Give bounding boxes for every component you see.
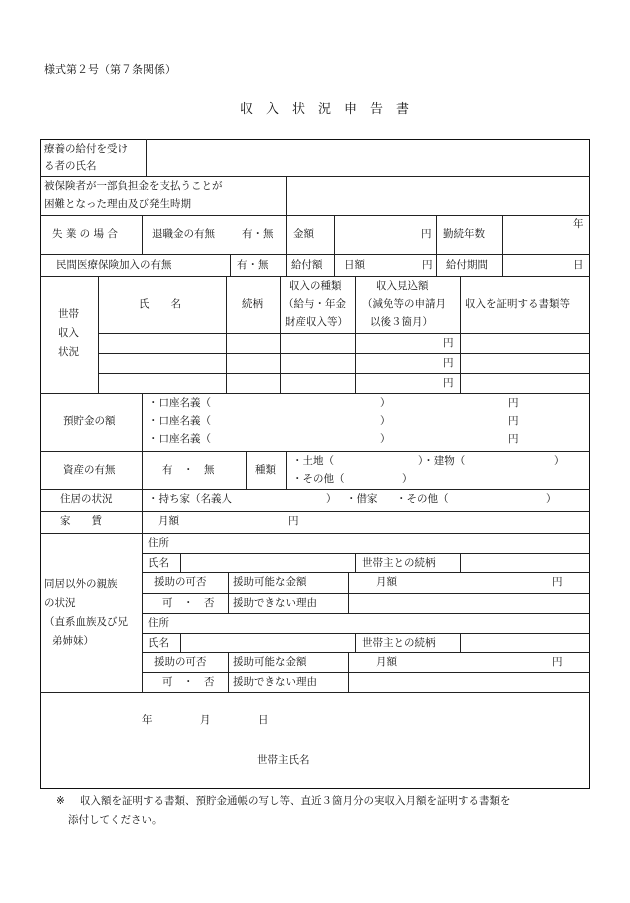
asset-other-close: ） bbox=[402, 473, 413, 485]
housing-owned-close: ） bbox=[326, 493, 337, 505]
daily-label: 日額 bbox=[344, 259, 365, 271]
col-type-1: 収入の種類 bbox=[289, 280, 342, 292]
monthly-label: 月額 bbox=[376, 656, 397, 668]
severance-label: 退職金の有無 bbox=[152, 228, 215, 240]
close-paren: ） bbox=[380, 433, 391, 445]
assets-options[interactable]: 有 ・ 無 bbox=[162, 464, 215, 476]
address-label: 住所 bbox=[148, 537, 169, 549]
asset-land: ・土地（ bbox=[292, 455, 334, 467]
support-options[interactable]: 可 ・ 否 bbox=[162, 676, 215, 688]
household-label-2: 収入 bbox=[58, 327, 79, 339]
footnote-line1: 収入額を証明する書類、預貯金通帳の写し等、直近３箇月分の実収入月額を証明する書類を bbox=[80, 795, 511, 807]
unemployment-label: 失 業 の 場 合 bbox=[52, 228, 118, 240]
col-proof: 収入を証明する書類等 bbox=[465, 298, 570, 310]
form-number: 様式第２号（第７条関係） bbox=[44, 63, 176, 76]
col-relation: 続柄 bbox=[242, 298, 263, 310]
yen-unit: 円 bbox=[508, 433, 519, 445]
address-label: 住所 bbox=[148, 617, 169, 629]
reason-label-line2: 困難となった理由及び発生時期 bbox=[44, 198, 191, 210]
yen-unit: 円 bbox=[552, 576, 563, 588]
relatives-label-2: の状況 bbox=[44, 597, 76, 609]
severance-options[interactable]: 有・無 bbox=[242, 228, 274, 240]
name-label: 氏名 bbox=[148, 557, 169, 569]
year-unit: 年 bbox=[573, 218, 584, 230]
reason-unable-label: 援助できない理由 bbox=[233, 597, 317, 609]
footnote-mark: ※ bbox=[56, 795, 65, 807]
form-title: 収 入 状 況 申 告 書 bbox=[240, 102, 410, 117]
close-paren: ） bbox=[380, 415, 391, 427]
day-unit: 日 bbox=[573, 259, 584, 271]
relatives-label-1: 同居以外の親族 bbox=[44, 578, 118, 590]
asset-building: ）・建物（ bbox=[418, 455, 466, 467]
assets-label: 資産の有無 bbox=[63, 464, 116, 476]
support-possible-label: 援助の可否 bbox=[154, 656, 207, 668]
yen-unit: 円 bbox=[422, 259, 433, 271]
col-expected-1: 収入見込額 bbox=[376, 280, 429, 292]
yen-unit: 円 bbox=[288, 515, 299, 527]
housing-label: 住居の状況 bbox=[60, 493, 113, 505]
relatives-label-3: （直系血族及び兄 bbox=[44, 616, 128, 628]
household-label-1: 世帯 bbox=[58, 308, 79, 320]
name-label: 氏名 bbox=[148, 637, 169, 649]
private-insurance-options[interactable]: 有・無 bbox=[237, 259, 269, 271]
savings-label: 預貯金の額 bbox=[63, 415, 116, 427]
private-insurance-label: 民間医療保険加入の有無 bbox=[56, 259, 172, 271]
account-holder-3: ・口座名義（ bbox=[148, 433, 211, 445]
period-label: 給付期間 bbox=[446, 259, 488, 271]
asset-other: ・その他（ bbox=[292, 473, 345, 485]
relation-label: 世帯主との続柄 bbox=[362, 557, 436, 569]
yen-unit: 円 bbox=[443, 337, 454, 349]
household-label-3: 状況 bbox=[58, 346, 79, 358]
col-expected-2: （減免等の申請月 bbox=[362, 298, 446, 310]
assets-type-label: 種類 bbox=[255, 464, 276, 476]
years-label: 勤続年数 bbox=[443, 228, 485, 240]
reason-label-line1: 被保険者が一部負担金を支払うことが bbox=[44, 180, 223, 192]
close-paren: ） bbox=[380, 397, 391, 409]
housing-owned: ・持ち家（名義人 bbox=[148, 493, 232, 505]
asset-building-close: ） bbox=[554, 455, 565, 467]
yen-unit: 円 bbox=[552, 656, 563, 668]
possible-amount-label: 援助可能な金額 bbox=[233, 656, 307, 668]
sign-day: 日 bbox=[258, 714, 269, 726]
yen-unit: 円 bbox=[443, 377, 454, 389]
yen-unit: 円 bbox=[508, 415, 519, 427]
yen-unit: 円 bbox=[421, 228, 432, 240]
account-holder-2: ・口座名義（ bbox=[148, 415, 211, 427]
yen-unit: 円 bbox=[508, 397, 519, 409]
sign-year: 年 bbox=[142, 714, 153, 726]
footnote-line2: 添付してください。 bbox=[68, 814, 163, 826]
col-name: 氏 名 bbox=[139, 298, 181, 310]
rent-monthly-label: 月額 bbox=[158, 515, 179, 527]
col-type-3: 財産収入等） bbox=[285, 316, 348, 328]
sign-month: 月 bbox=[200, 714, 211, 726]
relation-label: 世帯主との続柄 bbox=[362, 637, 436, 649]
rent-label: 家 賃 bbox=[60, 515, 102, 527]
possible-amount-label: 援助可能な金額 bbox=[233, 576, 307, 588]
account-holder-1: ・口座名義（ bbox=[148, 397, 211, 409]
recipient-label-line1: 療養の給付を受け bbox=[44, 143, 128, 155]
housing-other-close: ） bbox=[546, 493, 557, 505]
col-type-2: （給与・年金 bbox=[283, 298, 346, 310]
household-head-name-label: 世帯主氏名 bbox=[257, 754, 310, 766]
relatives-label-4: 弟姉妹） bbox=[52, 635, 94, 647]
housing-other: ・その他（ bbox=[396, 493, 449, 505]
housing-rent: ・借家 bbox=[346, 493, 378, 505]
reason-unable-label: 援助できない理由 bbox=[233, 676, 317, 688]
yen-unit: 円 bbox=[443, 357, 454, 369]
benefit-label: 給付額 bbox=[291, 259, 323, 271]
col-expected-3: 以後３箇月） bbox=[370, 316, 433, 328]
support-options[interactable]: 可 ・ 否 bbox=[162, 597, 215, 609]
support-possible-label: 援助の可否 bbox=[154, 576, 207, 588]
amount-label: 金額 bbox=[293, 228, 314, 240]
monthly-label: 月額 bbox=[376, 576, 397, 588]
recipient-label-line2: る者の氏名 bbox=[44, 160, 97, 172]
